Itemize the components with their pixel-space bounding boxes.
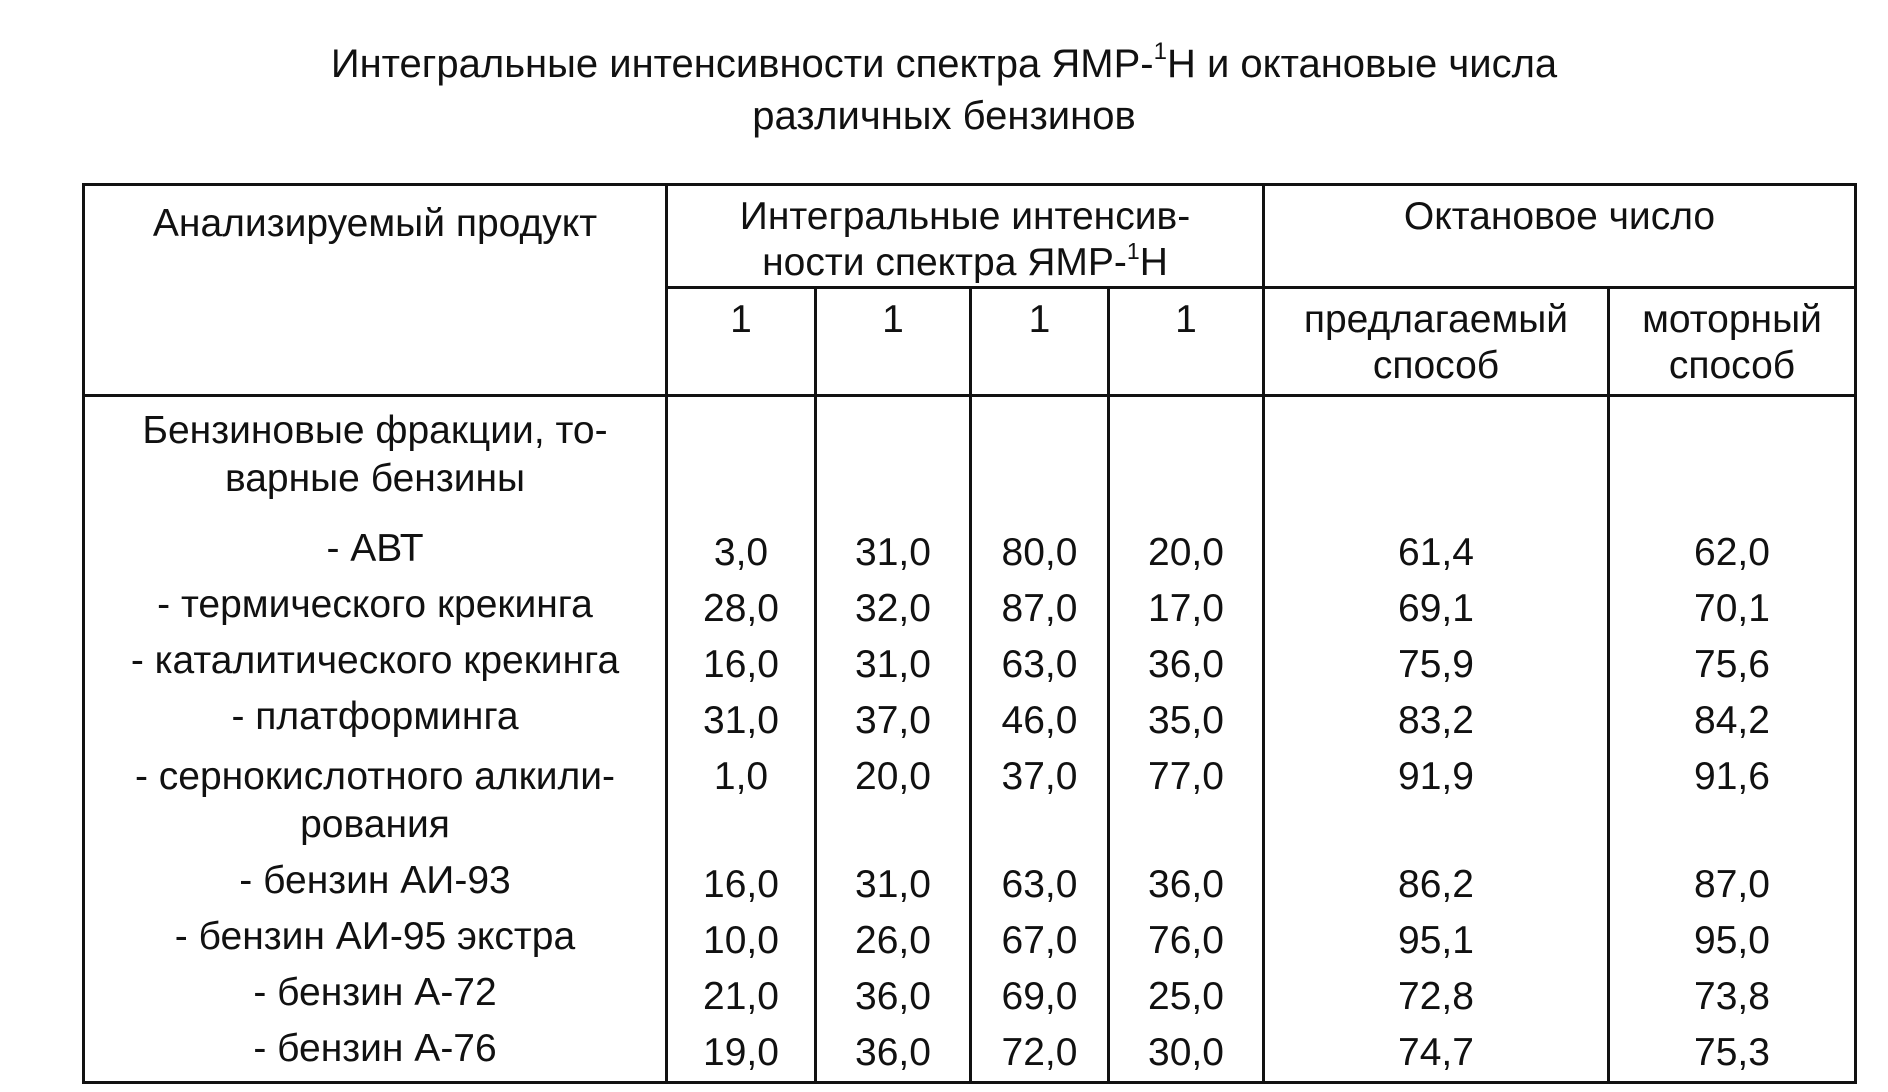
cell-i2: 31,0 [816, 525, 971, 581]
cell-i3: 69,0 [971, 969, 1109, 1025]
cell-proposed: 83,2 [1264, 693, 1609, 749]
row-name: - бензин АИ-93 [84, 857, 667, 913]
table-row [84, 525, 1856, 581]
row-name: - сернокислотного алкили- рования [84, 749, 667, 857]
cell-i4: 17,0 [1109, 581, 1264, 637]
cell-i4: 77,0 [1109, 749, 1264, 857]
cell-motor: 87,0 [1609, 857, 1856, 913]
cell-i4: 36,0 [1109, 637, 1264, 693]
cell-motor: 62,0 [1609, 525, 1856, 581]
header-octane-motor: моторный способ [1609, 288, 1856, 396]
cell-motor: 91,6 [1609, 749, 1856, 857]
cell-i3: 63,0 [971, 637, 1109, 693]
cell-i3: 87,0 [971, 581, 1109, 637]
cell-i4: 36,0 [1109, 857, 1264, 913]
row-name: - каталитического крекинга [84, 637, 667, 693]
table-row [84, 857, 1856, 913]
cell-proposed: 74,7 [1264, 1025, 1609, 1083]
header-octane: Октановое число [1264, 185, 1856, 288]
cell-i3: 37,0 [971, 749, 1109, 857]
header-intensity-col-3: 1 [971, 288, 1109, 396]
nmr-octane-table [82, 183, 1857, 1084]
section-row [84, 396, 1856, 526]
document-title [0, 38, 1888, 142]
row-name: - бензин А-76 [84, 1025, 667, 1083]
cell-i2: 20,0 [816, 749, 971, 857]
cell-motor: 73,8 [1609, 969, 1856, 1025]
cell-i1: 16,0 [667, 637, 816, 693]
cell-i4: 25,0 [1109, 969, 1264, 1025]
row-name: - бензин АИ-95 экстра [84, 913, 667, 969]
cell-motor: 95,0 [1609, 913, 1856, 969]
row-name: - бензин А-72 [84, 969, 667, 1025]
cell-i2: 31,0 [816, 857, 971, 913]
table-row [84, 637, 1856, 693]
row-name: - термического крекинга [84, 581, 667, 637]
cell-i3: 72,0 [971, 1025, 1109, 1083]
row-name: - платформинга [84, 693, 667, 749]
cell-i2: 37,0 [816, 693, 971, 749]
cell-i1: 21,0 [667, 969, 816, 1025]
row-name: - АВТ [84, 525, 667, 581]
cell-i1: 3,0 [667, 525, 816, 581]
cell-proposed: 69,1 [1264, 581, 1609, 637]
cell-proposed: 61,4 [1264, 525, 1609, 581]
cell-i2: 36,0 [816, 1025, 971, 1083]
cell-i3: 80,0 [971, 525, 1109, 581]
table-row [84, 969, 1856, 1025]
cell-i4: 30,0 [1109, 1025, 1264, 1083]
cell-i2: 32,0 [816, 581, 971, 637]
cell-i4: 35,0 [1109, 693, 1264, 749]
title-line-2: различных бензинов [752, 94, 1136, 138]
cell-i3: 63,0 [971, 857, 1109, 913]
header-intensity-col-1: 1 [667, 288, 816, 396]
cell-motor: 75,3 [1609, 1025, 1856, 1083]
cell-i2: 26,0 [816, 913, 971, 969]
cell-i4: 20,0 [1109, 525, 1264, 581]
cell-i1: 16,0 [667, 857, 816, 913]
header-intensity: Интегральные интенсив- ности спектра ЯМР-$^1$Н [667, 185, 1264, 288]
cell-proposed: 72,8 [1264, 969, 1609, 1025]
cell-i4: 76,0 [1109, 913, 1264, 969]
cell-motor: 70,1 [1609, 581, 1856, 637]
header-intensity-col-4: 1 [1109, 288, 1264, 396]
cell-i1: 1,0 [667, 749, 816, 857]
cell-i1: 19,0 [667, 1025, 816, 1083]
cell-i3: 46,0 [971, 693, 1109, 749]
table-row [84, 581, 1856, 637]
header-octane-proposed: предлагаемый способ [1264, 288, 1609, 396]
cell-motor: 84,2 [1609, 693, 1856, 749]
cell-i3: 67,0 [971, 913, 1109, 969]
table-row [84, 749, 1856, 857]
cell-motor: 75,6 [1609, 637, 1856, 693]
title-line-1: Интегральные интенсивности спектра ЯМР-$^1$Н и октановые числа [330, 38, 1558, 86]
section-label: Бензиновые фракции, то- варные бензины [84, 396, 667, 526]
cell-i1: 31,0 [667, 693, 816, 749]
cell-proposed: 95,1 [1264, 913, 1609, 969]
table-row [84, 1025, 1856, 1083]
cell-i2: 31,0 [816, 637, 971, 693]
table-row [84, 693, 1856, 749]
cell-proposed: 86,2 [1264, 857, 1609, 913]
cell-i1: 28,0 [667, 581, 816, 637]
header-intensity-col-2: 1 [816, 288, 971, 396]
cell-proposed: 91,9 [1264, 749, 1609, 857]
cell-i1: 10,0 [667, 913, 816, 969]
header-product: Анализируемый продукт [84, 185, 667, 396]
cell-i2: 36,0 [816, 969, 971, 1025]
cell-proposed: 75,9 [1264, 637, 1609, 693]
table-row [84, 913, 1856, 969]
